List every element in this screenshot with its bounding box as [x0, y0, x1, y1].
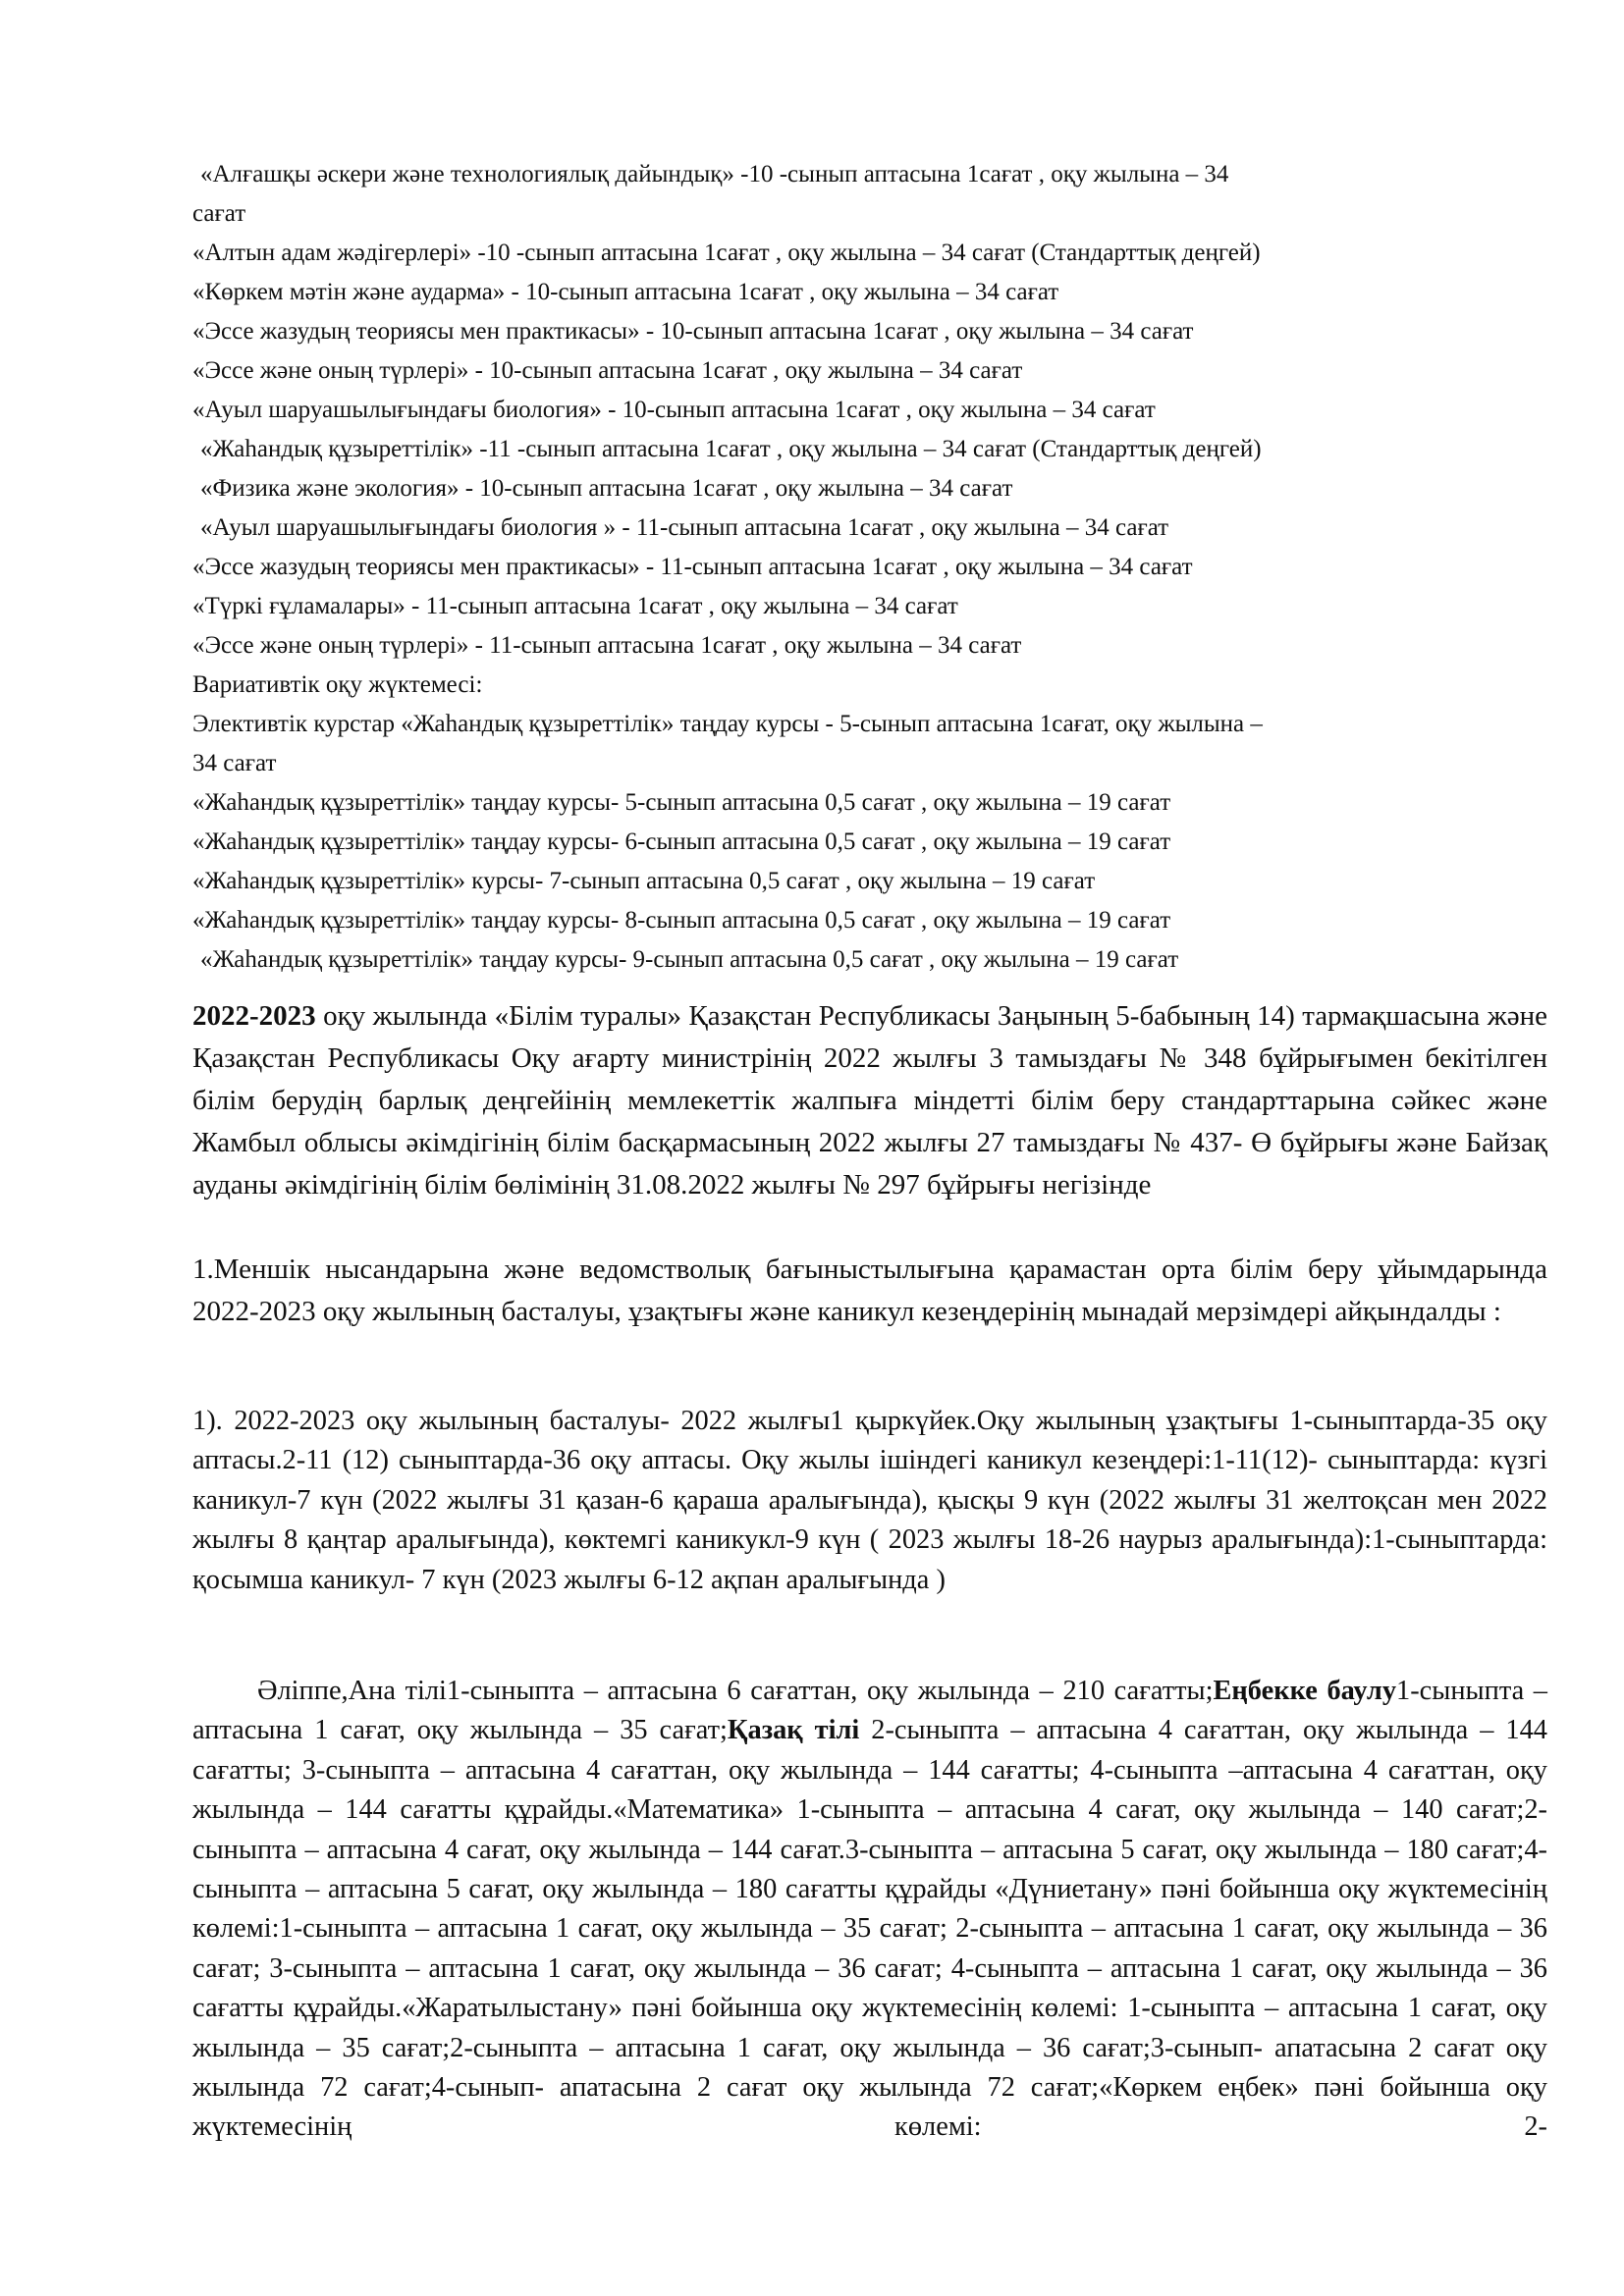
- legal-basis-paragraph: [192, 995, 1547, 1206]
- course-line: «Ауыл шаруашылығындағы биология» - 10-сынып аптасына 1сағат , оқу жылына – 34 сағат: [192, 397, 1156, 423]
- course-line: «Физика және экология» - 10-сынып аптасына 1сағат , оқу жылына – 34 сағат: [200, 475, 1013, 502]
- subjects-text: 2-сыныпта – аптасына 4 сағаттан, оқу жылында – 144 сағатты; 3-сыныпта – аптасына 4 сағаттан, оқу жылында – 144 сағатты; 4-сыныпта –аптасына 4 сағаттан, оқу жылында – 144 сағатты құрайды.«Математика» 1-сыныпта – аптасына 4 сағат, оқу жылында – 140 сағат;2-сыныпта – аптасына 4 сағат, оқу жылында – 144 сағат.3-сыныпта – аптасына 5 сағат, оқу жылында – 180 сағат;4-сыныпта – аптасына 5 сағат, оқу жылында – 180 сағатты құрайды «Дүниетану» пәні бойынша оқу жүктемесінің көлемі:1-сыныпта – аптасына 1 сағат, оқу жылында – 35 сағат; 2-сыныпта – аптасына 1 сағат, оқу жылында – 36 сағат; 3-сыныпта – аптасына 1 сағат, оқу жылында – 36 сағат; 4-сыныпта – аптасына 1 сағат, оқу жылында – 36 сағатты құрайды.«Жаратылыстану» пәні бойынша оқу жүктемесінің көлемі: 1-сыныпта – аптасына 1 сағат, оқу жылында – 35 сағат;2-сыныпта – аптасына 1 сағат, оқу жылында – 36 сағат;3-сынып- апатасына 2 сағат оқу жылында 72 сағат;4-сынып- апатасына 2 сағат оқу жылында 72 сағат;«Көркем еңбек» пәні бойынша оқу жүктемесінің көлемі: 2-: [192, 1715, 1547, 2143]
- course-line: «Эссе және оның түрлері» - 10-сынып аптасына 1сағат , оқу жылына – 34 сағат: [192, 357, 1023, 384]
- course-line: «Эссе жазудың теориясы мен практикасы» - 11-сынып аптасына 1сағат , оқу жылына – 34 сағат: [192, 554, 1193, 580]
- course-list: [192, 155, 1547, 980]
- course-line: «Жаһандық құзыреттілік» таңдау курсы- 6-сынып аптасына 0,5 сағат , оқу жылына – 19 сағат: [192, 828, 1171, 855]
- course-line: «Эссе және оның түрлері» - 11-сынып аптасына 1сағат , оқу жылына – 34 сағат: [192, 632, 1022, 659]
- course-line: «Жаһандық құзыреттілік» таңдау курсы- 9-сынып аптасына 0,5 сағат , оқу жылына – 19 сағат: [200, 946, 1179, 973]
- course-line: «Көркем мәтін және аударма» - 10-сынып аптасына 1сағат , оқу жылына – 34 сағат: [192, 279, 1059, 305]
- course-line: «Жаһандық құзыреттілік» -11 -сынып аптасына 1сағат , оқу жылына – 34 сағат (Стандарттық деңгей): [200, 436, 1262, 462]
- subjects-text: 1-сыныпта – аптасына 1 сағат, оқу жылында – 35 сағат;: [192, 1676, 1548, 1746]
- subject-bold: Қазақ тілі: [727, 1715, 860, 1746]
- holidays-paragraph: 1). 2022-2023 оқу жылының басталуы- 2022 жылғы1 қыркүйек.Оқу жылының ұзақтығы 1-сыныптарда-35 оқу аптасы.2-11 (12) сыныптарда-36 оқу аптасы. Оқу жылы ішіндегі каникул кезеңдері:1-11(12)- сыныптарда: күзгі каникул-7 күн (2022 жылғы 31 қазан-6 қараша аралығында), қысқы 9 күн (2022 жылғы 31 желтоқсан мен 2022 жылғы 8 қаңтар аралығында), көктемгі каникукл-9 күн ( 2023 жылғы 18-26 наурыз аралығында):1-сыныптарда: қосымша каникул- 7 күн (2023 жылғы 6-12 ақпан аралығында ): [192, 1406, 1547, 1595]
- school-year-paragraph: 1.Меншік нысандарына және ведомстволық бағыныстылығына қарамастан орта білім беру ұйымдарында 2022-2023 оқу жылының басталуы, ұзақтығы және каникул кезеңдерінің мынадай мерзімдері айқындалды :: [192, 1254, 1547, 1327]
- subjects-paragraph: [192, 1672, 1547, 2148]
- subjects-text: Әліппе,Ана тілі1-сыныпта – аптасына 6 сағаттан, оқу жылында – 210 сағатты;: [257, 1676, 1214, 1706]
- course-line: «Жаһандық құзыреттілік» таңдау курсы- 5-сынып аптасына 0,5 сағат , оқу жылына – 19 сағат: [192, 789, 1171, 816]
- course-line: «Түркі ғұламалары» - 11-сынып аптасына 1сағат , оқу жылына – 34 сағат: [192, 593, 958, 619]
- school-year-bold: 2022-2023: [192, 1000, 316, 1032]
- subject-bold: Еңбекке баулу: [1213, 1676, 1397, 1706]
- course-line: «Алғашқы әскери және технологиялық дайындық» -10 -сынып аптасына 1сағат , оқу жылына – 34: [200, 161, 1229, 187]
- course-line: «Эссе жазудың теориясы мен практикасы» - 10-сынып аптасына 1сағат , оқу жылына – 34 сағат: [192, 318, 1194, 345]
- section-heading: Вариативтік оқу жүктемесі:: [192, 671, 483, 698]
- course-line: Элективтік курстар «Жаһандық құзыреттілік» таңдау курсы - 5-сынып аптасына 1сағат, оқу жылына –: [192, 711, 1263, 737]
- course-line: «Алтын адам жәдігерлері» -10 -сынып аптасына 1сағат , оқу жылына – 34 сағат (Стандарттық деңгей): [192, 240, 1261, 266]
- course-line: 34 сағат: [192, 750, 277, 776]
- course-line: сағат: [192, 200, 246, 227]
- course-line: «Ауыл шаруашылығындағы биология » - 11-сынып аптасына 1сағат , оқу жылына – 34 сағат: [200, 514, 1169, 541]
- legal-basis-text: оқу жылында «Білім туралы» Қазақстан Республикасы Заңының 5-бабының 14) тармақшасына және Қазақстан Республикасы Оқу ағарту министрінің 2022 жылғы 3 тамыздағы № 348 бұйрығымен бекітілген білім берудің барлық деңгейінің мемлекеттік жалпыға міндетті білім беру стандарттарына сәйкес және Жамбыл облысы әкімдігінің білім басқармасының 2022 жылғы 27 тамыздағы № 437- Ө бұйрығы және Байзақ ауданы әкімдігінің білім бөлімінің 31.08.2022 жылғы № 297 бұйрығы негізінде: [192, 1000, 1547, 1201]
- course-line: «Жаһандық құзыреттілік» таңдау курсы- 8-сынып аптасына 0,5 сағат , оқу жылына – 19 сағат: [192, 907, 1171, 934]
- course-line: «Жаһандық құзыреттілік» курсы- 7-сынып аптасына 0,5 сағат , оқу жылына – 19 сағат: [192, 868, 1096, 894]
